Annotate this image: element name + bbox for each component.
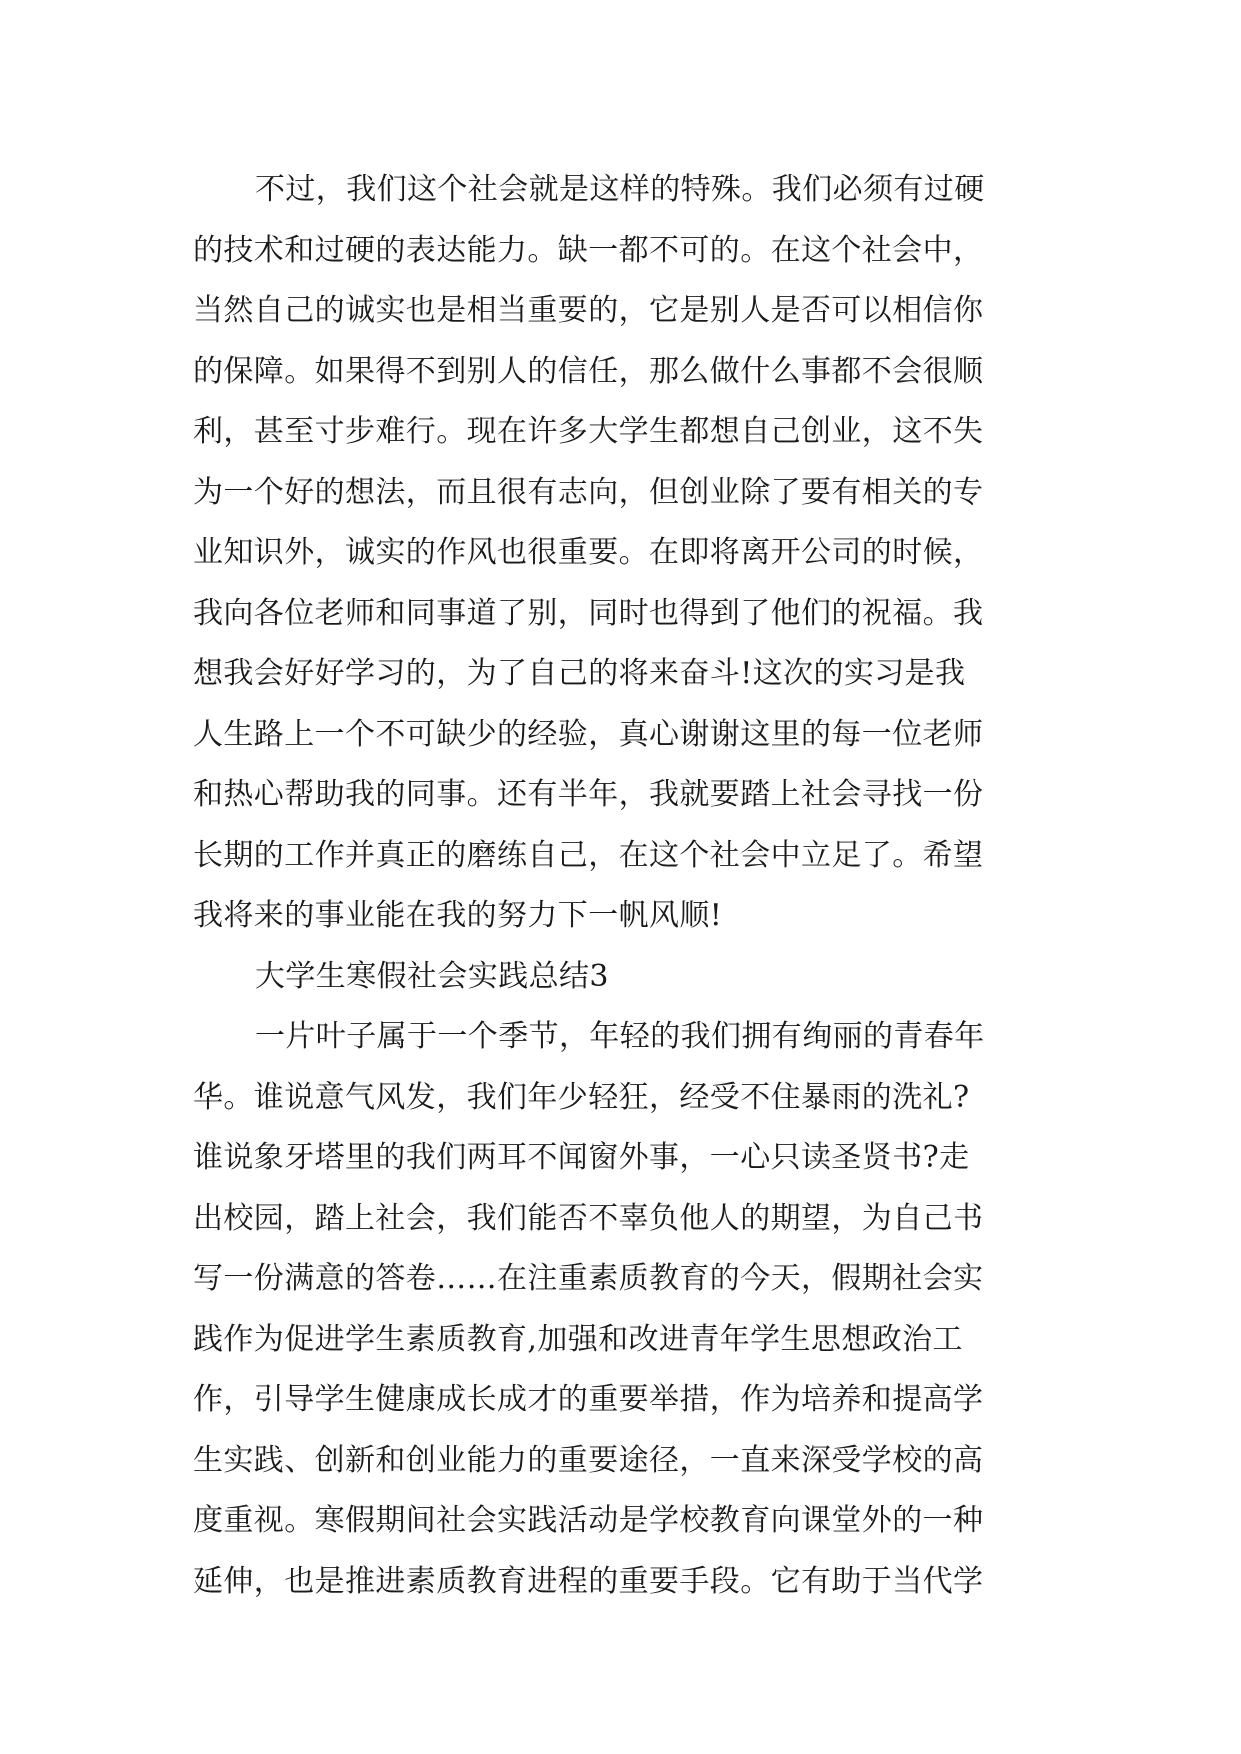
text-line: 践作为促进学生素质教育,加强和改进青年学生思想政治工 xyxy=(193,1321,963,1357)
text-line: 利，甚至寸步难行。现在许多大学生都想自己创业，这不失 xyxy=(193,414,984,449)
text-line: 度重视。寒假期间社会实践活动是学校教育向课堂外的一种 xyxy=(193,1503,984,1538)
text-line: 为一个好的想法，而且很有志向，但创业除了要有相关的专 xyxy=(193,474,984,510)
text-line: 和热心帮助我的同事。还有半年，我就要踏上社会寻找一份 xyxy=(193,777,984,812)
text-line: 延伸，也是推进素质教育进程的重要手段。它有助于当代学 xyxy=(193,1563,984,1599)
text-line: 业知识外，诚实的作风也很重要。在即将离开公司的时候， xyxy=(193,535,984,570)
text-line: 大学生寒假社会实践总结3 xyxy=(255,958,609,994)
text-line: 谁说象牙塔里的我们两耳不闻窗外事，一心只读圣贤书?走 xyxy=(193,1140,970,1175)
text-line: 长期的工作并真正的磨练自己，在这个社会中立足了。希望 xyxy=(193,837,984,873)
text-line: 当然自己的诚实也是相当重要的，它是别人是否可以相信你 xyxy=(193,293,984,328)
text-line: 作，引导学生健康成长成才的重要举措，作为培养和提高学 xyxy=(193,1382,984,1417)
text-line: 生实践、创新和创业能力的重要途径，一直来深受学校的高 xyxy=(193,1442,984,1478)
text-line: 出校园，踏上社会，我们能否不辜负他人的期望，为自己书 xyxy=(193,1200,984,1236)
text-line: 人生路上一个不可缺少的经验，真心谢谢这里的每一位老师 xyxy=(193,716,984,752)
text-line: 写一份满意的答卷……在注重素质教育的今天，假期社会实 xyxy=(193,1261,984,1296)
text-line: 我将来的事业能在我的努力下一帆风顺! xyxy=(193,898,723,933)
text-line: 的技术和过硬的表达能力。缺一都不可的。在这个社会中， xyxy=(193,232,984,268)
text-line: 的保障。如果得不到别人的信任，那么做什么事都不会很顺 xyxy=(193,353,984,389)
text-line: 想我会好好学习的，为了自己的将来奋斗!这次的实习是我 xyxy=(193,656,966,691)
text-line: 华。谁说意气风发，我们年少轻狂，经受不住暴雨的洗礼? xyxy=(193,1079,970,1115)
text-line: 一片叶子属于一个季节，年轻的我们拥有绚丽的青春年 xyxy=(255,1019,985,1054)
text-line: 不过，我们这个社会就是这样的特殊。我们必须有过硬 xyxy=(255,172,985,207)
text-line: 我向各位老师和同事道了别，同时也得到了他们的祝福。我 xyxy=(193,595,984,631)
document-body xyxy=(193,160,1073,1612)
